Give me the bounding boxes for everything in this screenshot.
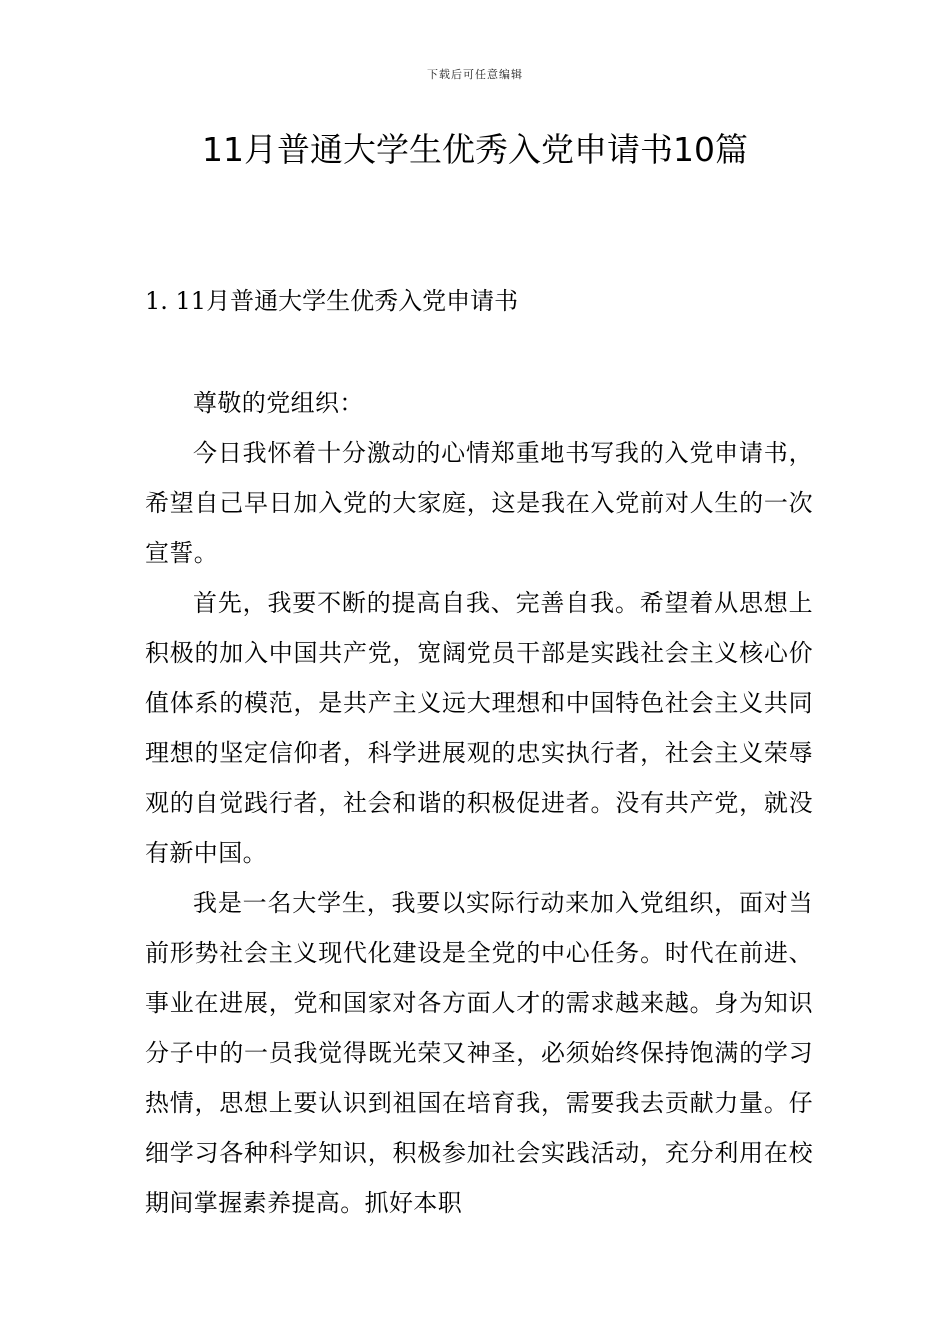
document-title: 11月普通大学生优秀入党申请书10篇: [202, 130, 748, 169]
paragraph: 首先，我要不断的提高自我、完善自我。希望着从思想上积极的加入中国共产党，宽阔党员干部是实践社会主义核心价值体系的模范，是共产主义远大理想和中国特色社会主义共同理想的坚定信仰者，科学进展观的忠实执行者，社会主义荣辱观的自觉践行者，社会和谐的积极促进者。没有共产党，就没有新中国。: [145, 589, 813, 867]
section-heading: 1. 11月普通大学生优秀入党申请书: [145, 287, 519, 315]
letter-body: [145, 378, 813, 1228]
header-note: 下载后可任意编辑: [427, 68, 523, 81]
salutation: 尊敬的党组织：: [193, 389, 364, 417]
paragraph: 今日我怀着十分激动的心情郑重地书写我的入党申请书，希望自己早日加入党的大家庭，这是我在入党前对人生的一次宣誓。: [145, 439, 813, 567]
paragraph: 我是一名大学生，我要以实际行动来加入党组织，面对当前形势社会主义现代化建设是全党的中心任务。时代在前进、事业在进展，党和国家对各方面人才的需求越来越。身为知识分子中的一员我觉得既光荣又神圣，必须始终保持饱满的学习热情，思想上要认识到祖国在培育我，需要我去贡献力量。仔细学习各种科学知识，积极参加社会实践活动，充分利用在校期间掌握素养提高。抓好本职: [145, 889, 813, 1217]
